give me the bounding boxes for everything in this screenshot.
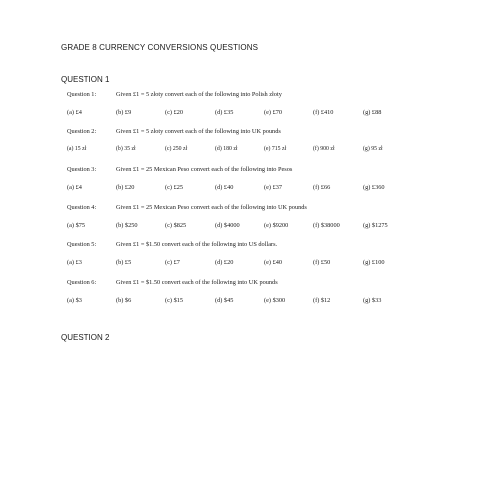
answer-item: (e) £37	[264, 184, 283, 191]
answer-item: (g) 95 zł	[363, 146, 383, 152]
answer-item: (g) $33	[363, 297, 382, 304]
answer-item: (d) £35	[215, 109, 234, 116]
answers-row	[67, 259, 467, 268]
answer-item: (a) $75	[67, 222, 86, 229]
question-number: Question 5:	[67, 241, 97, 248]
answer-item: (c) £20	[165, 109, 184, 116]
answer-item: (e) 715 zł	[264, 146, 287, 152]
question-block	[67, 166, 467, 193]
question-2-heading: QUESTION 2	[61, 333, 110, 342]
answer-item: (d) 180 zł	[215, 146, 238, 152]
question-number: Question 3:	[67, 166, 97, 173]
answer-item: (d) $45	[215, 297, 234, 304]
answer-item: (a) £4	[67, 109, 82, 116]
answer-item: (b) $250	[116, 222, 138, 229]
answer-item: (f) $38000	[313, 222, 340, 229]
question-1-heading: QUESTION 1	[61, 75, 110, 84]
answer-item: (c) £25	[165, 184, 184, 191]
answers-row	[67, 109, 467, 118]
answer-item: (c) £7	[165, 259, 180, 266]
answer-item: (f) £410	[313, 109, 334, 116]
answer-item: (g) £88	[363, 109, 382, 116]
answer-item: (d) £20	[215, 259, 234, 266]
answer-item: (g) $1275	[363, 222, 388, 229]
answer-item: (f) $12	[313, 297, 331, 304]
question-number: Question 6:	[67, 279, 97, 286]
question-text: Given £1 = $1.50 convert each of the following into US dollars.	[116, 241, 278, 248]
answer-item: (c) 250 zł	[165, 146, 188, 152]
answer-item: (f) 900 zł	[313, 146, 335, 152]
answer-item: (a) £4	[67, 184, 82, 191]
question-line	[67, 166, 467, 175]
answer-item: (e) £40	[264, 259, 283, 266]
answer-item: (e) £70	[264, 109, 283, 116]
answer-item: (g) £360	[363, 184, 385, 191]
answer-item: (b) £9	[116, 109, 132, 116]
answers-row	[67, 297, 467, 306]
question-number: Question 2:	[67, 128, 97, 135]
answer-item: (c) $15	[165, 297, 184, 304]
question-block	[67, 241, 467, 268]
page-title: GRADE 8 CURRENCY CONVERSIONS QUESTIONS	[61, 43, 259, 52]
question-block	[67, 204, 467, 231]
answer-item: (e) $300	[264, 297, 286, 304]
question-line	[67, 204, 467, 213]
question-line	[67, 128, 467, 137]
question-text: Given £1 = $1.50 convert each of the following into UK pounds	[116, 279, 278, 286]
question-block	[67, 91, 467, 118]
question-line	[67, 91, 467, 100]
question-number: Question 4:	[67, 204, 97, 211]
answer-item: (d) $4000	[215, 222, 240, 229]
answers-row	[67, 146, 467, 155]
question-text: Given £1 = 5 złoty convert each of the following into UK pounds	[116, 128, 281, 135]
answer-item: (b) 35 zł	[116, 146, 136, 152]
question-line	[67, 241, 467, 250]
answer-item: (g) £100	[363, 259, 385, 266]
answer-item: (c) $825	[165, 222, 187, 229]
answer-item: (b) $6	[116, 297, 132, 304]
answers-row	[67, 222, 467, 231]
answer-item: (b) £20	[116, 184, 135, 191]
question-text: Given £1 = 25 Mexican Peso convert each of the following into UK pounds	[116, 204, 307, 211]
answers-row	[67, 184, 467, 193]
answer-item: (a) $3	[67, 297, 82, 304]
question-block	[67, 128, 467, 155]
answer-item: (d) £40	[215, 184, 234, 191]
question-block	[67, 279, 467, 306]
answer-item: (e) $9200	[264, 222, 289, 229]
answer-item: (a) £3	[67, 259, 82, 266]
question-number: Question 1:	[67, 91, 97, 98]
answer-item: (a) 15 zł	[67, 146, 87, 152]
question-line	[67, 279, 467, 288]
question-text: Given £1 = 25 Mexican Peso convert each of the following into Pesos	[116, 166, 293, 173]
answer-item: (b) £5	[116, 259, 132, 266]
question-text: Given £1 = 5 złoty convert each of the following into Polish złoty	[116, 91, 282, 98]
answer-item: (f) £50	[313, 259, 331, 266]
answer-item: (f) £66	[313, 184, 331, 191]
